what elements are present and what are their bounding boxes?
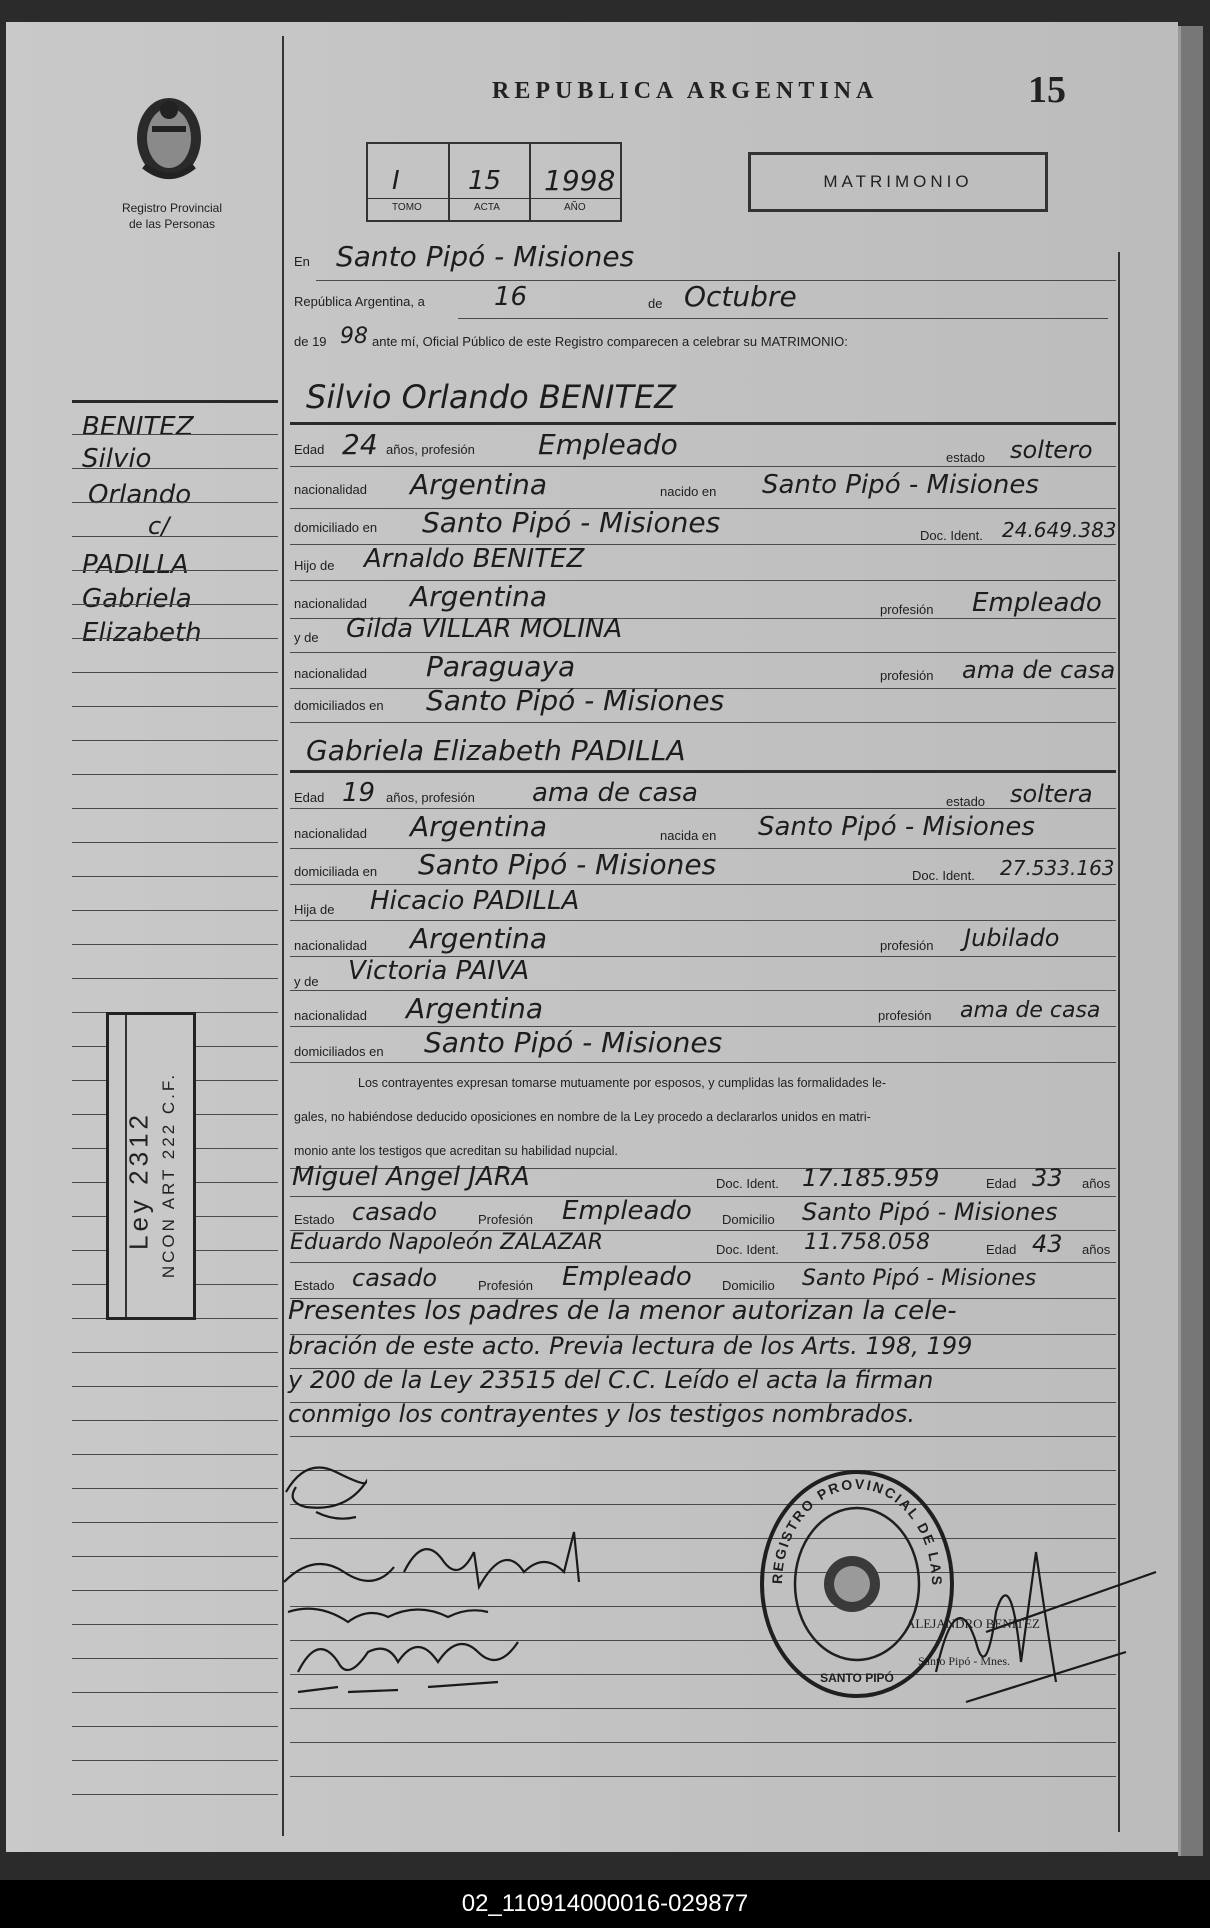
bride-domiciliada-label: domiciliada en	[294, 864, 378, 879]
margin-name-line: Orlando	[88, 480, 192, 510]
groom-mother-nat-label: nacionalidad	[294, 666, 368, 681]
bride-father: Hicacio PADILLA	[370, 886, 580, 916]
bride-hija-label: Hija de	[294, 902, 335, 917]
margin-ruled-line	[72, 468, 278, 469]
signature-witness-1	[278, 1592, 558, 1702]
margin-ruled-line	[72, 1488, 278, 1489]
margin-ruled-line	[72, 536, 278, 537]
groom-domiciliado-label: domiciliado en	[294, 520, 378, 535]
witness-1-profesion-label: Profesión	[478, 1212, 533, 1227]
margin-ruled-line	[72, 1794, 278, 1795]
witness-2-domicilio-label: Domicilio	[722, 1278, 775, 1293]
groom-doc-label: Doc. Ident.	[920, 528, 983, 543]
bride-nacida-label: nacida en	[660, 828, 717, 843]
margin-ruled-line	[72, 1590, 278, 1591]
witness-1-profession: Empleado	[562, 1196, 692, 1226]
margin-ruled-line	[72, 774, 278, 775]
de-year-label: de 19	[294, 334, 327, 349]
margin-ruled-line	[72, 842, 278, 843]
witness-2-name: Eduardo Napoleón ZALAZAR	[290, 1230, 603, 1255]
margin-ruled-line	[72, 604, 278, 605]
groom-father-nationality: Argentina	[410, 580, 548, 613]
bride-edad-label: Edad	[294, 790, 325, 805]
margin-ruled-line	[72, 1658, 278, 1659]
officer-name: ALEJANDRO BENITEZ	[906, 1616, 1040, 1631]
margin-ruled-line	[72, 1352, 278, 1353]
de-label: de	[648, 296, 663, 311]
bride-doc: 27.533.163	[1000, 856, 1115, 880]
coat-of-arms-emblem	[124, 86, 214, 196]
bride-nacionalidad-label: nacionalidad	[294, 826, 368, 841]
ceremony-day: 16	[494, 282, 528, 312]
margin-ruled-line	[72, 876, 278, 877]
witness-1-age: 33	[1032, 1164, 1063, 1192]
margin-ruled-line	[72, 570, 278, 571]
groom-mother-nationality: Paraguaya	[426, 650, 576, 683]
tomo-label: TOMO	[392, 202, 422, 213]
bride-name: Gabriela Elizabeth PADILLA	[306, 734, 686, 767]
groom-mother: Gilda VILLAR MOLINA	[346, 614, 623, 644]
margin-ruled-line	[72, 1454, 278, 1455]
witness-1-anos-label: años	[1082, 1176, 1111, 1191]
ano-label: AÑO	[564, 202, 586, 213]
ceremony-year-suffix: 98	[340, 324, 368, 349]
bride-mother-nationality: Argentina	[406, 992, 544, 1025]
witness-2-edad-label: Edad	[986, 1242, 1017, 1257]
margin-name-line: Gabriela	[82, 584, 192, 614]
margin-ruled-line	[72, 1760, 278, 1761]
witness-2-doc-label: Doc. Ident.	[716, 1242, 779, 1257]
bride-mother: Victoria PAIVA	[348, 956, 530, 986]
bride-estado-label: estado	[946, 794, 986, 809]
image-caption: 02_110914000016-029877	[0, 1880, 1210, 1928]
groom-domicile: Santo Pipó - Misiones	[422, 506, 721, 539]
tomo-acta-ano-box	[366, 142, 622, 222]
margin-ruled-line	[72, 1420, 278, 1421]
bride-yde-label: y de	[294, 974, 319, 989]
margin-ruled-line	[72, 672, 278, 673]
ceremony-place: Santo Pipó - Misiones	[336, 240, 635, 273]
groom-age: 24	[342, 428, 378, 461]
intro-sentence: ante mí, Oficial Público de este Registro comparecen a celebrar su MATRIMONIO:	[372, 334, 848, 349]
law-stamp-text-secondary: NCON ART 222 C.F.	[159, 1071, 178, 1279]
bride-profession: ama de casa	[532, 778, 698, 808]
note-line: conmigo los contrayentes y los testigos nombrados.	[288, 1400, 915, 1428]
margin-ruled-line	[72, 910, 278, 911]
margin-ruled-line	[72, 502, 278, 503]
margin-name-line: c/	[148, 512, 170, 540]
margin-ruled-line	[72, 434, 278, 435]
margin-name-line: PADILLA	[82, 550, 189, 580]
groom-nacido-label: nacido en	[660, 484, 717, 499]
declaration-line: monio ante los testigos que acreditan su habilidad nupcial.	[294, 1144, 618, 1158]
bride-mother-prof-label: profesión	[878, 1008, 932, 1023]
margin-ruled-line	[72, 1522, 278, 1523]
document-page	[6, 22, 1178, 1852]
margin-name-line: BENITEZ	[82, 412, 194, 442]
registry-name: Registro Provincial de las Personas	[121, 201, 223, 231]
margin-ruled-line	[72, 1624, 278, 1625]
witness-2-doc: 11.758.058	[804, 1230, 930, 1255]
groom-father-profession: Empleado	[972, 588, 1102, 618]
bride-father-prof-label: profesión	[880, 938, 934, 953]
witness-2-domicile: Santo Pipó - Misiones	[802, 1266, 1037, 1291]
groom-domiciliados-label: domiciliados en	[294, 698, 384, 713]
witness-1-domicile: Santo Pipó - Misiones	[802, 1198, 1058, 1226]
groom-father-nat-label: nacionalidad	[294, 596, 368, 611]
seal-ring-text: REGISTRO PROVINCIAL DE LAS	[768, 1475, 946, 1588]
witness-1-doc: 17.185.959	[802, 1164, 940, 1192]
bride-age: 19	[342, 778, 376, 808]
margin-ruled-line	[72, 944, 278, 945]
witness-2-estado: casado	[352, 1264, 438, 1292]
bride-mother-profession: ama de casa	[960, 998, 1101, 1023]
seal-bottom-text: SANTO PIPÓ	[820, 1671, 894, 1685]
signature-ruled-line	[290, 1776, 1116, 1777]
law-stamp	[106, 1012, 196, 1320]
acta-value: 15	[468, 166, 502, 196]
ano-value: 1998	[544, 164, 616, 197]
note-line: y 200 de la Ley 23515 del C.C. Leído el acta la firman	[288, 1366, 934, 1394]
groom-father: Arnaldo BENITEZ	[364, 544, 585, 574]
country-heading: REPUBLICA ARGENTINA	[492, 78, 879, 104]
margin-ruled-line	[72, 978, 278, 979]
bride-anos-profesion-label: años, profesión	[386, 790, 475, 805]
record-type-label: MATRIMONIO	[823, 172, 973, 191]
witness-2-anos-label: años	[1082, 1242, 1111, 1257]
witness-1-doc-label: Doc. Ident.	[716, 1176, 779, 1191]
ceremony-month: Octubre	[684, 280, 797, 313]
groom-nationality: Argentina	[410, 468, 548, 501]
signature-ruled-line	[290, 1742, 1116, 1743]
groom-doc: 24.649.383	[1002, 518, 1117, 542]
witness-1-domicilio-label: Domicilio	[722, 1212, 775, 1227]
groom-yde-label: y de	[294, 630, 319, 645]
groom-estado: soltero	[1010, 436, 1093, 464]
witness-2-profession: Empleado	[562, 1262, 692, 1292]
bride-father-profession: Jubilado	[964, 924, 1060, 952]
note-line: bración de este acto. Previa lectura de los Arts. 198, 199	[288, 1332, 973, 1360]
margin-ruled-line	[72, 706, 278, 707]
signature-officer	[926, 1522, 1166, 1722]
margin-ruled-line	[72, 740, 278, 741]
acta-label: ACTA	[474, 202, 500, 213]
groom-mother-profession: ama de casa	[962, 656, 1116, 684]
record-type-box	[748, 152, 1048, 212]
witness-2-estado-label: Estado	[294, 1278, 335, 1293]
margin-ruled-line	[72, 808, 278, 809]
groom-parents-domicile: Santo Pipó - Misiones	[426, 684, 725, 717]
groom-edad-label: Edad	[294, 442, 325, 457]
note-line: Presentes los padres de la menor autorizan la cele-	[288, 1296, 957, 1326]
bride-estado: soltera	[1010, 780, 1093, 808]
bride-father-nationality: Argentina	[410, 922, 548, 955]
witness-1-estado-label: Estado	[294, 1212, 335, 1227]
bride-birthplace: Santo Pipó - Misiones	[758, 812, 1035, 842]
margin-ruled-line	[72, 1726, 278, 1727]
officer-place: Santo Pipó - Mnes.	[918, 1654, 1011, 1668]
witness-1-name: Miguel Angel JARA	[292, 1162, 530, 1192]
signature-bride	[274, 1512, 614, 1602]
tomo-value: I	[392, 166, 400, 196]
groom-mother-prof-label: profesión	[880, 668, 934, 683]
groom-father-prof-label: profesión	[880, 602, 934, 617]
groom-nacionalidad-label: nacionalidad	[294, 482, 368, 497]
en-label: En	[294, 254, 310, 269]
groom-name: Silvio Orlando BENITEZ	[306, 378, 677, 416]
margin-ruled-line	[72, 638, 278, 639]
witness-2-profesion-label: Profesión	[478, 1278, 533, 1293]
declaration-line: gales, no habiéndose deducido oposiciones en nombre de la Ley procedo a declararlos unidos en matri-	[294, 1110, 871, 1124]
bride-mother-nat-label: nacionalidad	[294, 1008, 368, 1023]
bride-father-nat-label: nacionalidad	[294, 938, 368, 953]
declaration-line: Los contrayentes expresan tomarse mutuamente por esposos, y cumplidas las formalidades le-	[358, 1076, 887, 1090]
bride-domiciliados-label: domiciliados en	[294, 1044, 384, 1059]
witness-1-edad-label: Edad	[986, 1176, 1017, 1191]
witness-1-estado: casado	[352, 1198, 438, 1226]
groom-hijo-label: Hijo de	[294, 558, 335, 573]
bride-parents-domicile: Santo Pipó - Misiones	[424, 1026, 723, 1059]
page-number: 15	[1028, 69, 1066, 111]
margin-ruled-line	[72, 1386, 278, 1387]
witness-2-age: 43	[1032, 1230, 1063, 1258]
margin-name-line: Elizabeth	[82, 618, 202, 648]
margin-ruled-line	[72, 1556, 278, 1557]
bride-domicile: Santo Pipó - Misiones	[418, 848, 717, 881]
groom-estado-label: estado	[946, 450, 986, 465]
bride-nationality: Argentina	[410, 810, 548, 843]
margin-ruled-line	[72, 1692, 278, 1693]
margin-name-line: Silvio	[82, 444, 152, 474]
groom-profession: Empleado	[538, 428, 678, 461]
book-binding	[1178, 26, 1203, 1856]
republica-label: República Argentina, a	[294, 294, 425, 309]
bride-doc-label: Doc. Ident.	[912, 868, 975, 883]
groom-anos-profesion-label: años, profesión	[386, 442, 475, 457]
groom-birthplace: Santo Pipó - Misiones	[762, 470, 1039, 500]
law-stamp-text: Ley 2312	[123, 1111, 154, 1250]
